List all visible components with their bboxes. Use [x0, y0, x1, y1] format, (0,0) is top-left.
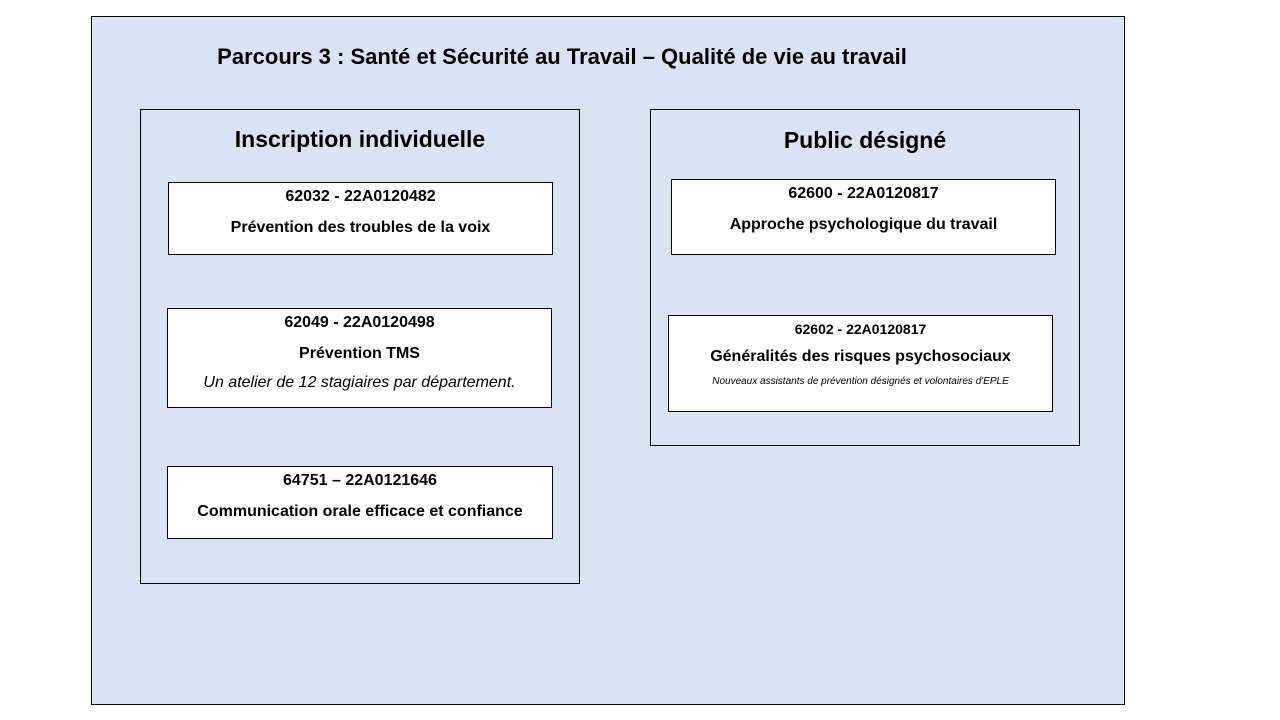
- card-label: Communication orale efficace et confiance: [197, 503, 523, 520]
- card-code: 62032 - 22A0120482: [285, 188, 436, 205]
- panel-title: Public désigné: [783, 127, 947, 153]
- card-voix: [168, 182, 553, 255]
- card-label: Approche psychologique du travail: [729, 216, 998, 233]
- card-label: Généralités des risques psychosociaux: [710, 348, 1011, 365]
- diagram-title: Parcours 3 : Santé et Sécurité au Travail – Qualité de vie au travail: [217, 44, 907, 69]
- card-label: Prévention TMS: [299, 345, 420, 362]
- card-communication: [167, 466, 553, 539]
- card-risques-psychosociaux: [668, 315, 1053, 412]
- card-label: Prévention des troubles de la voix: [230, 219, 491, 236]
- card-tms: [167, 308, 552, 408]
- card-approche-psychologique: [671, 179, 1056, 255]
- card-code: 62602 - 22A0120817: [794, 321, 927, 337]
- card-note: Un atelier de 12 stagiaires par département.: [203, 374, 516, 391]
- card-code: 64751 – 22A0121646: [283, 472, 437, 489]
- panel-title: Inscription individuelle: [234, 126, 486, 152]
- card-code: 62049 - 22A0120498: [284, 314, 435, 331]
- card-note: Nouveaux assistants de prévention désignés et volontaires d'EPLE: [712, 376, 1009, 387]
- card-code: 62600 - 22A0120817: [788, 185, 939, 202]
